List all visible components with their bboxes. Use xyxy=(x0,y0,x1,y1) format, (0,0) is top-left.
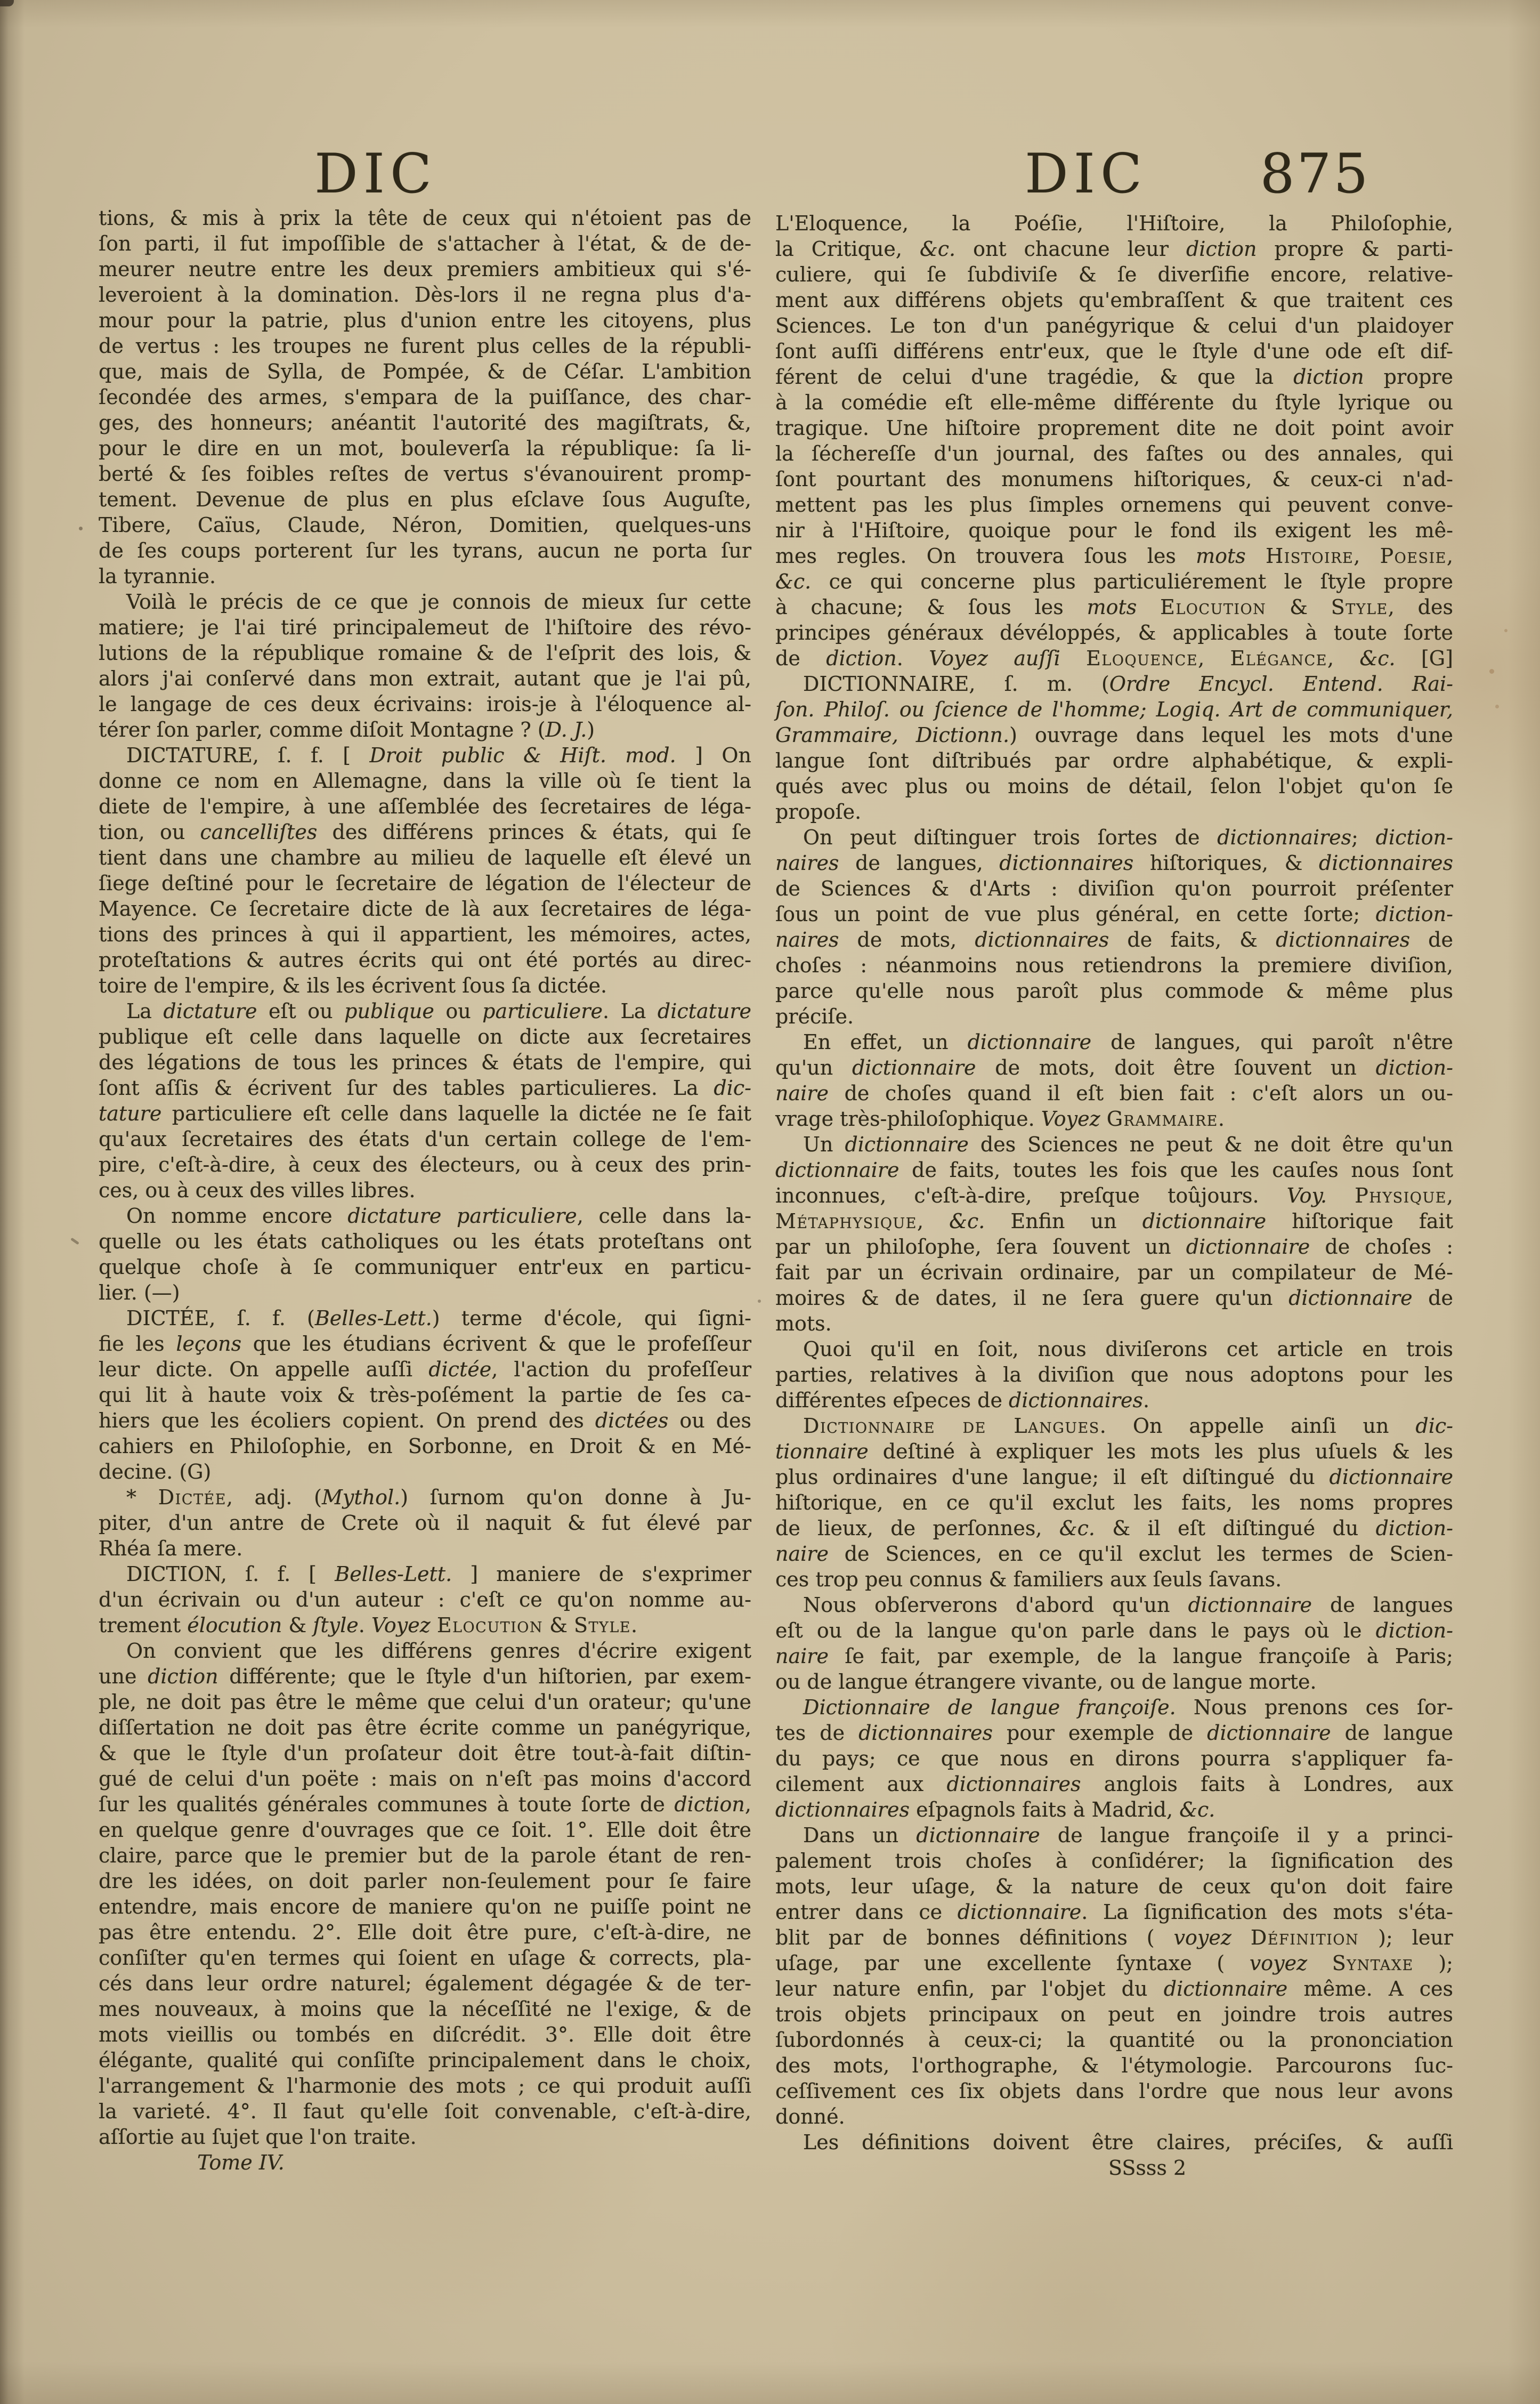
text-line: la tyrannie. xyxy=(99,564,216,588)
text-line: DICTATURE, ſ. f. [ Droit public & Hiſt. mod. ] On xyxy=(126,744,751,767)
text-line: l'arrangement & l'harmonie des mots ; ce qui produit auſſi xyxy=(99,2074,751,2098)
text-line: d'un écrivain ou d'un auteur : c'eſt ce qu'on nomme au- xyxy=(99,1588,751,1611)
text-line: ſous un point de vue plus général, en cette ſorte; diction- xyxy=(775,902,1453,926)
text-line: ſon parti, il fut impoſſible de s'attacher à l'état, & de de- xyxy=(99,232,751,255)
text-line: culiere, qui ſe ſubdiviſe & ſe diverſifie encore, relative- xyxy=(775,263,1453,286)
text-line: cilement aux dictionnaires anglois faits à Londres, aux xyxy=(775,1772,1453,1796)
text-line: aſſortie au ſujet que l'on traite. xyxy=(99,2125,417,2149)
text-line: berté & ſes foibles reſtes de vertus s'évanouirent promp- xyxy=(99,462,751,486)
text-line: DICTION, ſ. f. [ Belles-Lett. ] maniere de s'exprimer xyxy=(126,1562,751,1586)
paragraph xyxy=(775,825,1453,1029)
paragraph xyxy=(99,589,751,743)
paragraph xyxy=(775,1336,1453,1413)
text-line: * Dictée, adj. (Mythol.) ſurnom qu'on donne à Ju- xyxy=(126,1486,751,1509)
text-line: lutions de la république romaine & de l'eſprit des lois, & xyxy=(99,641,751,665)
text-line: gué de celui d'un poëte : mais on n'eſt pas moins d'accord xyxy=(99,1767,751,1790)
paper-stain xyxy=(1489,669,1494,674)
text-line: publique eſt celle dans laquelle on dicte aux ſecretaires xyxy=(99,1025,751,1048)
text-line: des mots, l'orthographe, & l'étymologie. Parcourons ſuc- xyxy=(775,2054,1453,2077)
running-title-right: DIC xyxy=(1024,142,1148,206)
text-line: tions, & mis à prix la tête de ceux qui n'étoient pas de xyxy=(99,206,751,230)
text-line: dictionnaire de faits, toutes les fois que les cauſes nous ſont xyxy=(775,1158,1453,1182)
text-line: ces, ou à ceux des villes libres. xyxy=(99,1179,416,1202)
paragraph xyxy=(775,1822,1453,2129)
text-line: Nous obſerverons d'abord qu'un dictionnaire de langues xyxy=(803,1593,1453,1617)
text-line: ſiege deſtiné pour le ſecretaire de légation de l'électeur de xyxy=(99,872,751,895)
text-line: quelle ou les états catholiques ou les états proteſtans ont xyxy=(99,1230,751,1253)
text-line: parties, relatives à la diviſion que nous adoptons pour les xyxy=(775,1363,1453,1386)
text-line: par un philoſophe, ſera ſouvent un dictionnaire de choſes : xyxy=(775,1235,1453,1259)
text-line: élégante, qualité qui conſiſte principalement dans le choix, xyxy=(99,2048,751,2072)
text-line: qu'aux ſecretaires des états d'un certain college de l'em- xyxy=(99,1127,751,1151)
text-line: Voilà le précis de ce que je connois de mieux ſur cette xyxy=(126,590,751,614)
text-line: de lieux, de perſonnes, &c. & il eſt diſtingué du diction- xyxy=(775,1516,1453,1540)
text-line: decine. (G) xyxy=(99,1460,212,1483)
text-line: mes regles. On trouvera ſous les mots Histoire, Poesie, xyxy=(775,544,1453,568)
text-line: plus ordinaires d'une langue; il eſt diſtingué du dictionnaire xyxy=(775,1465,1453,1489)
text-line: Dictionnaire de Langues. On appelle ainſi un dic- xyxy=(803,1414,1453,1438)
text-line: ſon. Philoſ. ou ſcience de l'homme; Logiq. Art de communiquer, xyxy=(775,698,1453,721)
paragraph xyxy=(99,998,751,1203)
text-line: langue ſont diſtribués par ordre alphabétique, & expli- xyxy=(775,749,1453,772)
text-line: lier. (—) xyxy=(99,1281,180,1304)
text-line: la ſéchereſſe d'un journal, des faſtes ou des annales, qui xyxy=(775,442,1453,465)
ink-speck xyxy=(758,1300,761,1303)
text-line: pour le dire en un mot, bouleverſa la république: ſa li- xyxy=(99,437,751,460)
left-column xyxy=(99,205,751,2175)
text-line: inconnues, c'eſt-à-dire, preſque toûjours. Voy. Physique, xyxy=(775,1184,1453,1207)
text-line: pire, c'eſt-à-dire, à ceux des électeurs, ou à ceux des prin- xyxy=(99,1153,751,1176)
paragraph xyxy=(775,671,1453,825)
text-line: différentes eſpeces de dictionnaires. xyxy=(775,1389,1150,1412)
text-line: cés dans leur ordre naturel; également dégagée & de ter- xyxy=(99,1972,751,1995)
text-line: ſont aſſis & écrivent ſur des tables particulieres. La dic- xyxy=(99,1076,751,1100)
text-line: des légations de tous les princes & états de l'empire, qui xyxy=(99,1051,751,1074)
text-line: leveroient à la domination. Dès-lors il ne regna plus d'a- xyxy=(99,283,751,306)
text-line: quelque choſe à ſe communiquer entr'eux en particu- xyxy=(99,1255,751,1279)
text-line: dictionnaires eſpagnols faits à Madrid, &c. xyxy=(775,1798,1215,1821)
text-line: leur nature enfin, par l'objet du dictionnaire même. A ces xyxy=(775,1977,1453,2000)
text-line: pas être entendu. 2°. Elle doit être pure, c'eſt-à-dire, ne xyxy=(99,1921,751,1944)
text-line: trois objets principaux on peut en joindre trois autres xyxy=(775,2003,1453,2026)
text-line: &c. ce qui concerne plus particuliérement le ſtyle propre xyxy=(775,570,1453,593)
paragraph xyxy=(99,1485,751,1561)
text-line: propoſe. xyxy=(775,800,862,824)
text-line: ſont auſſi différens entr'eux, que le ſtyle d'une ode eſt dif- xyxy=(775,340,1453,363)
text-line: qu'un dictionnaire de mots, doit être ſouvent un diction- xyxy=(775,1056,1453,1079)
text-line: choſes : néanmoins nous retiendrons la premiere diviſion, xyxy=(775,954,1453,977)
text-line: diete de l'empire, à une aſſemblée des ſecretaires de léga- xyxy=(99,795,751,818)
text-line: entendre, mais encore de maniere qu'on ne puiſſe point ne xyxy=(99,1895,751,1918)
text-line: ou de langue étrangere vivante, ou de langue morte. xyxy=(775,1670,1317,1693)
text-line: nir à l'Hiſtoire, quoique pour le fond ils exigent les mê- xyxy=(775,519,1453,542)
text-line: la Critique, &c. ont chacune leur diction propre & parti- xyxy=(775,237,1453,261)
text-line: tient dans une chambre au milieu de laquelle eſt élevé un xyxy=(99,846,751,869)
text-line: diſſertation ne doit pas être écrite comme un panégyrique, xyxy=(99,1716,751,1739)
text-line: Mayence. Ce ſecretaire dicte de là aux ſecretaires de léga- xyxy=(99,897,751,921)
paragraph xyxy=(775,1413,1453,1592)
text-line: donné. xyxy=(775,2105,845,2128)
text-line: naires de mots, dictionnaires de faits, & dictionnaires de xyxy=(775,928,1453,951)
text-line: hiſtorique, en ce qu'il exclut les faits, les noms propres xyxy=(775,1491,1453,1514)
text-line: fait par un écrivain ordinaire, par un compilateur de Mé- xyxy=(775,1261,1453,1284)
text-line: tes de dictionnaires pour exemple de dictionnaire de langue xyxy=(775,1721,1453,1745)
text-line: proteſtations & autres écrits qui ont été portés au direc- xyxy=(99,948,751,972)
ink-speck xyxy=(79,527,83,530)
text-line: naires de langues, dictionnaires hiſtoriques, & dictionnaires xyxy=(775,851,1454,875)
signature-mark: Tome IV. xyxy=(197,2151,285,2174)
text-line: dre les idées, on doit parler non-ſeulement pour ſe faire xyxy=(99,1869,751,1893)
text-line: On convient que les différens genres d'écrire exigent xyxy=(126,1639,751,1663)
text-line: Tibere, Caïus, Claude, Néron, Domitien, quelques-uns xyxy=(99,513,751,537)
text-line: férent de celui d'une tragédie, & que la diction propre xyxy=(775,365,1453,389)
text-line: mots. xyxy=(775,1312,832,1335)
text-line: leur dicte. On appelle auſſi dictée, l'action du profeſſeur xyxy=(99,1358,751,1381)
paragraph xyxy=(99,205,751,589)
paper-stain xyxy=(539,1778,545,1782)
text-line: tions des princes à qui il appartient, les mémoires, actes, xyxy=(99,923,751,946)
text-line: de diction. Voyez auſſi Eloquence, Elégance, &c. [G] xyxy=(775,647,1453,670)
text-line: On nomme encore dictature particuliere, celle dans la- xyxy=(126,1204,752,1228)
text-line: mettent pas les plus ſimples ornemens qui peuvent conve- xyxy=(775,493,1453,517)
text-line: de Sciences & d'Arts : diviſion qu'on pourroit préſenter xyxy=(775,877,1453,900)
paragraph xyxy=(99,1203,751,1305)
paragraph xyxy=(775,2129,1453,2155)
text-line: une diction différente; que le ſtyle d'un hiſtorien, par exem- xyxy=(99,1665,751,1688)
text-line: tature particuliere eſt celle dans laquelle la dictée ne ſe fait xyxy=(99,1102,751,1125)
text-line: blit par de bonnes définitions ( voyez Définition ); leur xyxy=(775,1926,1453,1949)
text-line: meurer neutre entre les deux premiers ambitieux qui s'é- xyxy=(99,257,751,281)
text-line: mots vieillis ou tombés en diſcrédit. 3°. Elle doit être xyxy=(99,2023,751,2046)
text-line: palement trois choſes à conſidérer; la ſignification des xyxy=(775,1849,1453,1873)
text-line: ces trop peu connus & familiers aux ſeuls ſavans. xyxy=(775,1568,1282,1591)
text-line: du pays; ce que nous en dirons pourra s'appliquer fa- xyxy=(775,1747,1453,1770)
text-line: tragique. Une hiſtoire proprement dite ne doit point avoir xyxy=(775,416,1453,440)
text-line: de ſes coups porterent ſur les tyrans, aucun ne porta ſur xyxy=(99,539,751,562)
text-line: le langage de ces deux écrivains: irois-je à l'éloquence al- xyxy=(99,692,751,716)
text-line: ſur les qualités générales communes à toute ſorte de diction, xyxy=(99,1793,751,1816)
page-number: 875 xyxy=(1260,142,1371,206)
paragraph xyxy=(99,743,751,998)
text-line: piter, d'un antre de Crete où il naquit & fut élevé par xyxy=(99,1511,751,1535)
text-line: la varieté. 4°. Il faut qu'elle ſoit convenable, c'eſt-à-dire, xyxy=(99,2100,751,2123)
text-line: matiere; je l'ai tiré principalemeut de l'hiſtoire des révo- xyxy=(99,616,751,639)
text-line: mour pour la patrie, plus d'union entre les citoyens, plus xyxy=(99,309,751,332)
text-line: alors j'ai conſervé dans mon extrait, autant que je l'ai pû, xyxy=(99,667,751,690)
text-line: donne ce nom en Allemagne, dans la ville où ſe tient la xyxy=(99,769,751,793)
text-line: uſage, par une excellente ſyntaxe ( voyez Syntaxe ); xyxy=(775,1951,1453,1975)
text-line: tement. Devenue de plus en plus eſclave ſous Auguſte, xyxy=(99,488,751,511)
text-line: térer ſon parler, comme diſoit Montagne ? (D. J.) xyxy=(99,718,595,741)
paper-stain xyxy=(1504,629,1507,632)
text-line: & que le ſtyle d'un proſateur doit être tout-à-fait diſtin- xyxy=(99,1741,751,1765)
text-line: à la comédie eſt elle-même différente du ſtyle lyrique ou xyxy=(775,391,1453,414)
paragraph xyxy=(775,1132,1453,1336)
text-line: Quoi qu'il en ſoit, nous diviſerons cet article en trois xyxy=(803,1337,1453,1361)
text-line: eſt ou de la langue qu'on parle dans le pays où le diction- xyxy=(775,1619,1453,1642)
text-line: mes nouveaux, à moins que la néceſſité ne l'exige, & de xyxy=(99,1997,751,2021)
text-line: fie les leçons que les étudians écrivent & que le profeſſeur xyxy=(99,1332,751,1356)
text-line: Dictionnaire de langue françoiſe. Nous prenons ces ſor- xyxy=(803,1696,1453,1719)
text-line: en quelque genre d'ouvrages que ce ſoit. 1°. Elle doit être xyxy=(99,1818,751,1842)
text-line: ſecondée des armes, s'empara de la puiſſance, des char- xyxy=(99,385,751,409)
text-line: ment aux différens objets qu'embraſſent & que traitent ces xyxy=(775,288,1453,312)
text-line: ceſſivement ces ſix objets dans l'ordre que nous leur avons xyxy=(775,2079,1453,2103)
signature-mark: SSsss 2 xyxy=(1108,2156,1187,2180)
paragraph xyxy=(775,1592,1453,1695)
text-line: ſubordonnés à ceux-ci; la quantité ou la prononciation xyxy=(775,2028,1453,2052)
text-line: tionnaire deſtiné à expliquer les mots les plus uſuels & les xyxy=(775,1440,1453,1463)
text-line: ges, des honneurs; anéantit l'autorité des magiſtrats, &, xyxy=(99,411,751,434)
paragraph xyxy=(775,1029,1453,1132)
paragraph xyxy=(775,211,1453,671)
text-line: à chacune; & ſous les mots Elocution & Style, des xyxy=(775,595,1453,619)
text-line: parce qu'elle nous paroît plus commode & même plus xyxy=(775,979,1453,1003)
text-line: naire de Sciences, en ce qu'il exclut les termes de Scien- xyxy=(775,1542,1453,1566)
paragraph xyxy=(99,1638,751,2150)
text-line: entrer dans ce dictionnaire. La ſignification des mots s'éta- xyxy=(775,1900,1453,1924)
scan-corner-mark xyxy=(0,0,14,6)
text-line: moires & de dates, il ne ſera guere qu'un dictionnaire de xyxy=(775,1286,1453,1310)
text-line: DICTÉE, ſ. f. (Belles-Lett.) terme d'école, qui ſigni- xyxy=(126,1306,751,1330)
text-line: ſont pourtant des monumens hiſtoriques, & ceux-ci n'ad- xyxy=(775,467,1453,491)
text-line: mots, leur uſage, & la nature de ceux qu'on doit faire xyxy=(775,1875,1453,1898)
text-line: naire de choſes quand il eſt bien fait : c'eſt alors un ou- xyxy=(775,1082,1453,1105)
text-line: vrage très-philoſophique. Voyez Grammaire. xyxy=(775,1107,1225,1131)
text-line: Grammaire, Dictionn.) ouvrage dans lequel les mots d'une xyxy=(775,723,1453,747)
text-line: conſiſter qu'en termes qui ſoient en uſage & corrects, pla- xyxy=(99,1946,751,1970)
text-line: trement élocution & ſtyle. Voyez Elocution & Style. xyxy=(99,1614,638,1637)
paragraph xyxy=(775,1695,1453,1822)
right-column xyxy=(775,211,1453,2181)
text-line: hiers que les écoliers copient. On prend des dictées ou des xyxy=(99,1409,752,1432)
text-line: Un dictionnaire des Sciences ne peut & ne doit être qu'un xyxy=(803,1133,1454,1156)
text-line: principes généraux dévéloppés, & applicables à toute ſorte xyxy=(775,621,1453,644)
text-line: ple, ne doit pas être le même que celui d'un orateur; qu'une xyxy=(99,1690,751,1714)
ink-speck xyxy=(70,1238,79,1245)
text-line: que, mais de Sylla, de Pompée, & de Céſar. L'ambition xyxy=(99,360,751,383)
text-line: toire de l'empire, & ils les écrivent ſous ſa dictée. xyxy=(99,974,607,997)
text-line: Rhéa ſa mere. xyxy=(99,1537,243,1560)
text-line: L'Eloquence, la Poéſie, l'Hiſtoire, la Philoſophie, xyxy=(775,212,1453,235)
text-line: cahiers en Philoſophie, en Sorbonne, en Droit & en Mé- xyxy=(99,1434,751,1458)
text-line: En effet, un dictionnaire de langues, qui paroît n'être xyxy=(803,1030,1453,1054)
text-line: préciſe. xyxy=(775,1005,854,1028)
text-line: qui lit à haute voix & très-poſément la partie de ſes ca- xyxy=(99,1383,751,1407)
text-line: On peut diſtinguer trois ſortes de dictionnaires; diction- xyxy=(803,826,1453,849)
text-line: claire, parce que le premier but de la parole étant de ren- xyxy=(99,1844,751,1867)
text-line: tion, ou cancelliſtes des différens princes & états, qui ſe xyxy=(99,820,751,844)
text-line: qués avec plus ou moins de détail, ſelon l'objet qu'on ſe xyxy=(775,775,1453,798)
running-title-left: DIC xyxy=(314,142,437,206)
text-line: Métaphysique, &c. Enfin un dictionnaire hiſtorique fait xyxy=(775,1209,1453,1233)
text-line: naire ſe fait, par exemple, de la langue françoiſe à Paris; xyxy=(775,1644,1453,1668)
text-line: de vertus : les troupes ne furent plus celles de la républi- xyxy=(99,334,751,358)
paper-stain xyxy=(1495,705,1499,708)
text-line: Dans un dictionnaire de langue françoiſe il y a princi- xyxy=(803,1824,1454,1847)
text-line: Les définitions doivent être claires, préciſes, & auſſi xyxy=(803,2131,1453,2154)
paragraph xyxy=(99,1561,751,1638)
text-line: Sciences. Le ton d'un panégyrique & celui d'un plaidoyer xyxy=(775,314,1453,337)
text-line: DICTIONNAIRE, ſ. m. (Ordre Encycl. Entend. Rai- xyxy=(803,672,1454,696)
text-line: La dictature eſt ou publique ou particuliere. La dictature xyxy=(126,999,751,1023)
paragraph xyxy=(99,1305,751,1485)
